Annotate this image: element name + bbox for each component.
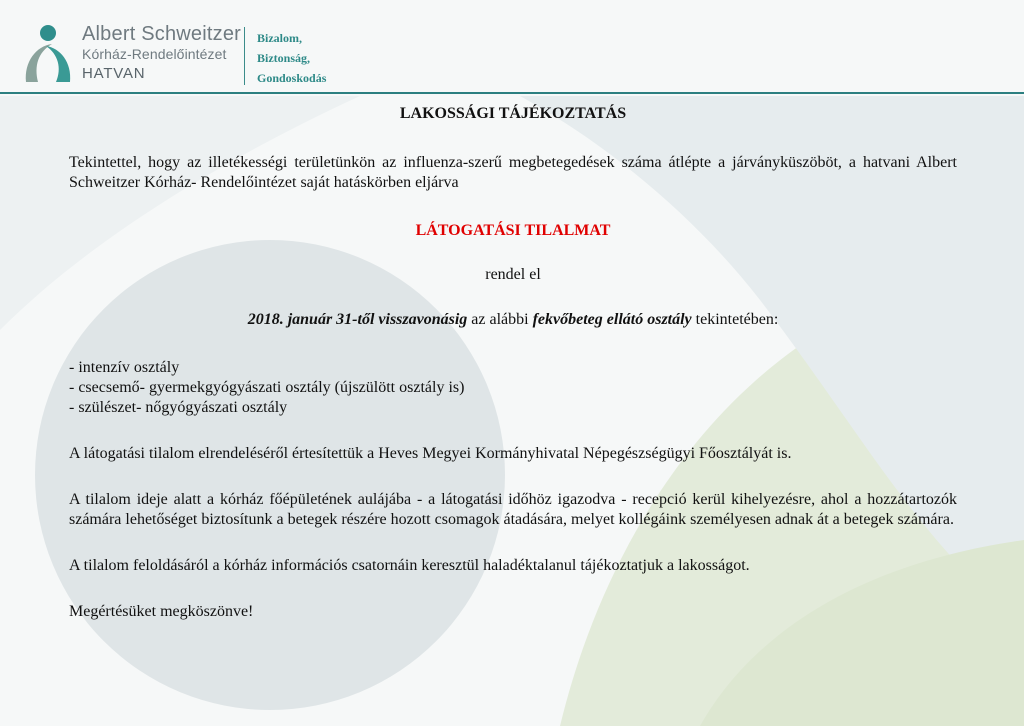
scope-end: tekintetében:	[691, 311, 779, 328]
order-verb: rendel el	[485, 266, 541, 283]
document-title: LAKOSSÁGI TÁJÉKOZTATÁS	[399, 105, 627, 122]
list-item: - intenzív osztály	[69, 359, 180, 376]
notice-paragraph: A látogatási tilalom elrendeléséről értesítettük a Heves Megyei Kormányhivatal Népegészségügyi Főosztályát is.	[69, 445, 792, 462]
org-name-line3: HATVAN	[82, 65, 146, 82]
header-rule	[0, 92, 1024, 94]
scope-line	[69, 310, 957, 330]
list-item: - szülészet- nőgyógyászati osztály	[69, 399, 288, 416]
list-item: - csecsemő- gyermekgyógyászati osztály (újszülött osztály is)	[69, 379, 465, 396]
order-title: LÁTOGATÁSI TILALMAT	[415, 222, 611, 239]
motto-line-2: Biztonság,	[257, 51, 311, 65]
organization-name	[82, 24, 241, 81]
scope-department-type: fekvőbeteg ellátó osztály	[532, 311, 692, 328]
intro-paragraph: Tekintettel, hogy az illetékességi területünkön az influenza-szerű megbetegedések száma átlépte a járványküszöböt, a hatvani Albert Schweitzer Kórház- Rendelőintézet saját hatáskörben eljárva	[69, 154, 957, 191]
lifting-paragraph: A tilalom feloldásáról a kórház információs csatornáin keresztül haladéktalanul tájékoztatjuk a lakosságot.	[69, 557, 750, 574]
notice-body	[69, 96, 957, 622]
closing-line: Megértésüket megköszönve!	[69, 603, 254, 620]
header-divider	[244, 27, 245, 85]
scope-date: 2018. január 31-től visszavonásig	[247, 311, 468, 328]
department-list	[69, 358, 957, 418]
motto-line-3: Gondoskodás	[257, 71, 327, 85]
motto-line-1: Bizalom,	[257, 31, 302, 45]
org-name-line2: Kórház-Rendelőintézet	[82, 46, 227, 62]
reception-paragraph: A tilalom ideje alatt a kórház főépületének aulájába - a látogatási időhöz igazodva - recepció kerül kihelyezésre, ahol a hozzátartozók számára lehetőséget biztosítunk a betegek részére hozott csomagok átadására, melyet kollégáink személyesen adnak át a betegek számára.	[69, 491, 957, 528]
letterhead	[0, 0, 1024, 96]
scope-mid: az alábbi	[467, 311, 533, 328]
motto	[257, 28, 326, 88]
hospital-logo-icon	[22, 22, 74, 84]
org-name-line1: Albert Schweitzer	[82, 23, 242, 45]
